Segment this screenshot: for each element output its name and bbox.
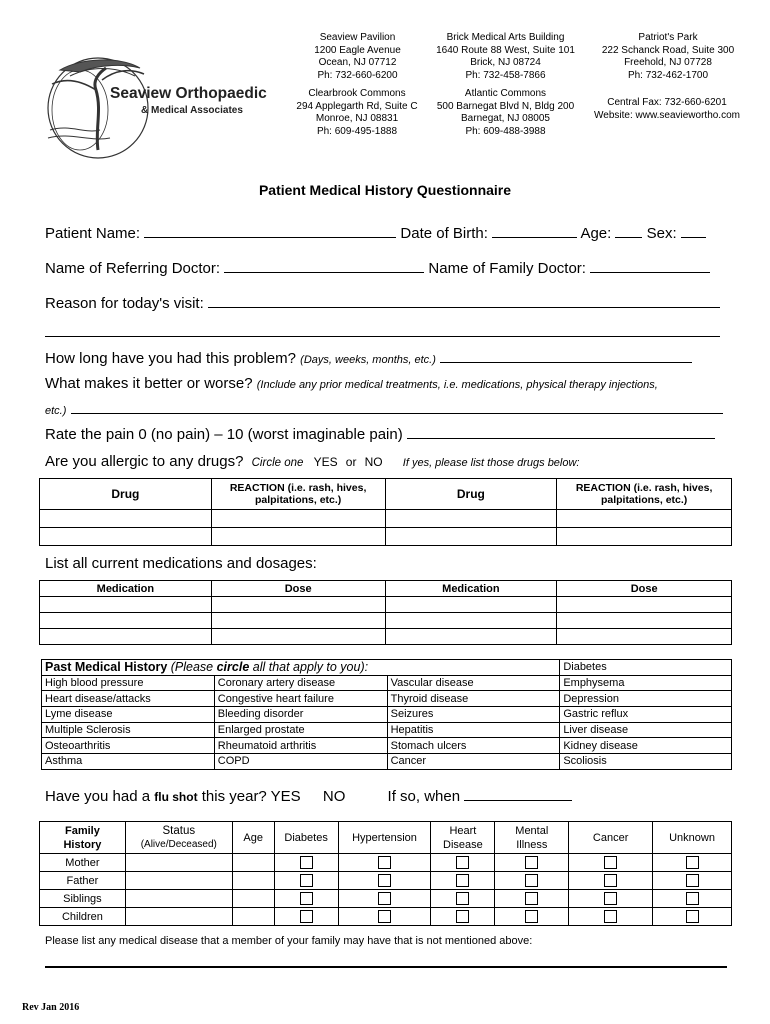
table-row	[40, 908, 732, 926]
table-row	[42, 691, 732, 707]
heart-disease-checkbox[interactable]	[456, 874, 469, 887]
pain-rating-row: Rate the pain 0 (no pain) – 10 (worst imaginable pain)	[45, 425, 715, 443]
medication-table	[39, 580, 732, 645]
pmh-item[interactable]: Bleeding disorder	[214, 707, 387, 723]
heart-disease-checkbox[interactable]	[456, 892, 469, 905]
mental-illness-checkbox[interactable]	[525, 892, 538, 905]
med-cell[interactable]	[211, 613, 385, 629]
family-history-header: Family History	[40, 822, 126, 854]
pmh-item[interactable]: Rheumatoid arthritis	[214, 738, 387, 754]
pmh-item[interactable]: Seizures	[387, 707, 560, 723]
family-note-field[interactable]	[45, 966, 727, 968]
location-seaview: Seaview Pavilion 1200 Eagle Avenue Ocean, NJ 07712 Ph: 732-660-6200	[314, 32, 401, 81]
table-row	[40, 510, 732, 528]
flu-date-field[interactable]	[464, 787, 572, 801]
medication-header: Medication	[40, 581, 212, 597]
table-row	[40, 528, 732, 546]
allergy-drug-header: Drug	[40, 479, 212, 510]
unknown-checkbox[interactable]	[686, 856, 699, 869]
practice-subname: & Medical Associates	[141, 105, 243, 116]
pmh-item[interactable]: Heart disease/attacks	[42, 691, 215, 707]
unknown-header: Unknown	[653, 822, 732, 854]
dose-header: Dose	[211, 581, 385, 597]
cancer-checkbox[interactable]	[604, 874, 617, 887]
heart-disease-header: Heart Disease	[431, 822, 495, 854]
reason-field[interactable]	[208, 294, 720, 308]
age-cell[interactable]	[232, 908, 274, 926]
pmh-item[interactable]: Diabetes	[560, 660, 732, 676]
location-atlantic: Atlantic Commons 500 Barnegat Blvd N, Bldg 200 Barnegat, NJ 08005 Ph: 609-488-3988	[436, 88, 575, 137]
diabetes-checkbox[interactable]	[300, 892, 313, 905]
flu-yes-option[interactable]: this year? YES	[197, 788, 301, 805]
med-cell[interactable]	[385, 629, 557, 645]
table-row	[40, 854, 732, 872]
unknown-checkbox[interactable]	[686, 892, 699, 905]
table-row	[40, 872, 732, 890]
pmh-item[interactable]: Congestive heart failure	[214, 691, 387, 707]
med-cell[interactable]	[211, 597, 385, 613]
pmh-item[interactable]: Stomach ulcers	[387, 738, 560, 754]
table-row	[42, 722, 732, 738]
allergy-drug-header: Drug	[385, 479, 557, 510]
unknown-checkbox[interactable]	[686, 874, 699, 887]
table-row	[42, 754, 732, 770]
page-title: Patient Medical History Questionnaire	[258, 182, 512, 198]
age-header: Age	[232, 822, 274, 854]
med-cell[interactable]	[385, 613, 557, 629]
med-cell[interactable]	[557, 613, 732, 629]
family-member-label: Children	[40, 908, 126, 926]
hypertension-checkbox[interactable]	[378, 910, 391, 923]
medication-header: Medication	[385, 581, 557, 597]
table-row	[40, 890, 732, 908]
med-cell[interactable]	[557, 597, 732, 613]
allergy-cell[interactable]	[557, 510, 732, 528]
cancer-checkbox[interactable]	[604, 910, 617, 923]
family-member-label: Father	[40, 872, 126, 890]
pmh-item[interactable]: COPD	[214, 754, 387, 770]
table-row	[40, 597, 732, 613]
allergy-reaction-header: REACTION (i.e. rash, hives, palpitations, etc.)	[211, 479, 385, 510]
table-row	[40, 629, 732, 645]
age-cell[interactable]	[232, 872, 274, 890]
family-member-label: Mother	[40, 854, 126, 872]
pmh-item[interactable]: Asthma	[42, 754, 215, 770]
med-cell[interactable]	[557, 629, 732, 645]
mental-illness-checkbox[interactable]	[525, 856, 538, 869]
hypertension-checkbox[interactable]	[378, 874, 391, 887]
pmh-item[interactable]: Osteoarthritis	[42, 738, 215, 754]
better-worse-field[interactable]	[71, 400, 723, 414]
age-cell[interactable]	[232, 890, 274, 908]
diabetes-checkbox[interactable]	[300, 856, 313, 869]
med-cell[interactable]	[40, 597, 212, 613]
website: Website: www.seaviewortho.com	[594, 109, 740, 121]
table-row	[42, 675, 732, 691]
dose-header: Dose	[557, 581, 732, 597]
how-long-field[interactable]	[440, 349, 692, 363]
pmh-item[interactable]: High blood pressure	[42, 675, 215, 691]
allergy-cell[interactable]	[385, 528, 557, 546]
pmh-item[interactable]: Multiple Sclerosis	[42, 722, 215, 738]
pmh-item[interactable]: Gastric reflux	[560, 707, 732, 723]
family-history-table	[39, 821, 732, 926]
mental-illness-checkbox[interactable]	[525, 874, 538, 887]
fax-number: Central Fax: 732-660-6201	[607, 97, 727, 108]
mental-illness-header: Mental Illness	[495, 822, 569, 854]
age-field[interactable]	[615, 224, 642, 238]
location-brick: Brick Medical Arts Building 1640 Route 88 West, Suite 101 Brick, NJ 08724 Ph: 732-458-7866	[436, 32, 575, 81]
pmh-item[interactable]: Scoliosis	[560, 754, 732, 770]
allergy-yes-option[interactable]: YES	[313, 455, 338, 469]
sex-field[interactable]	[681, 224, 706, 238]
how-long-row: How long have you had this problem? (Days, weeks, months, etc.)	[45, 349, 692, 367]
med-cell[interactable]	[211, 629, 385, 645]
pmh-item[interactable]: Hepatitis	[387, 722, 560, 738]
practice-name: Seaview Orthopaedic	[110, 85, 267, 102]
med-cell[interactable]	[385, 597, 557, 613]
pmh-item[interactable]: Emphysema	[560, 675, 732, 691]
cancer-checkbox[interactable]	[604, 856, 617, 869]
referring-doctor-field[interactable]	[224, 259, 424, 273]
heart-disease-checkbox[interactable]	[456, 856, 469, 869]
past-medical-history-table	[41, 659, 732, 770]
tree-logo-icon	[48, 58, 148, 158]
allergy-table	[39, 478, 732, 546]
med-cell[interactable]	[40, 629, 212, 645]
cancer-checkbox[interactable]	[604, 892, 617, 905]
diabetes-checkbox[interactable]	[300, 874, 313, 887]
pmh-heading: Past Medical History (Please circle all that apply to you):	[42, 660, 560, 676]
status-cell[interactable]	[125, 890, 232, 908]
pmh-item[interactable]: Lyme disease	[42, 707, 215, 723]
reason-field-line2[interactable]	[45, 336, 720, 337]
allergy-cell[interactable]	[211, 510, 385, 528]
status-cell[interactable]	[125, 872, 232, 890]
flu-no-option[interactable]: NO	[322, 788, 346, 805]
family-doctor-field[interactable]	[590, 259, 710, 273]
heart-disease-checkbox[interactable]	[456, 910, 469, 923]
pmh-item[interactable]: Vascular disease	[387, 675, 560, 691]
allergy-no-option[interactable]: NO	[364, 455, 383, 469]
cancer-header: Cancer	[569, 822, 653, 854]
flu-shot-row: Have you had a flu shot this year? YES NO If so, when	[45, 787, 572, 805]
table-row	[40, 613, 732, 629]
better-worse-row2: etc.)	[45, 400, 723, 418]
allergy-cell[interactable]	[385, 510, 557, 528]
med-cell[interactable]	[40, 613, 212, 629]
pmh-item[interactable]: Depression	[560, 691, 732, 707]
status-cell[interactable]	[125, 908, 232, 926]
table-row	[42, 738, 732, 754]
contact-info	[592, 97, 742, 122]
unknown-checkbox[interactable]	[686, 910, 699, 923]
allergy-cell[interactable]	[211, 528, 385, 546]
pmh-item[interactable]: Thyroid disease	[387, 691, 560, 707]
diabetes-checkbox[interactable]	[300, 910, 313, 923]
patient-name-field[interactable]	[144, 224, 396, 238]
diabetes-header: Diabetes	[274, 822, 338, 854]
pmh-item[interactable]: Liver disease	[560, 722, 732, 738]
better-worse-row: What makes it better or worse? (Include any prior medical treatments, i.e. medications, physical therapy injections,	[45, 375, 658, 392]
mental-illness-checkbox[interactable]	[525, 910, 538, 923]
pain-rating-field[interactable]	[407, 425, 715, 439]
hypertension-checkbox[interactable]	[378, 892, 391, 905]
allergy-row: Are you allergic to any drugs? Circle one YES or NO If yes, please list those drugs below:	[45, 453, 580, 470]
pmh-item[interactable]: Kidney disease	[560, 738, 732, 754]
hypertension-header: Hypertension	[338, 822, 431, 854]
family-member-label: Siblings	[40, 890, 126, 908]
practice-logo	[40, 50, 285, 160]
table-row	[42, 707, 732, 723]
status-cell[interactable]	[125, 854, 232, 872]
pmh-item[interactable]: Cancer	[387, 754, 560, 770]
meds-heading: List all current medications and dosages:	[45, 555, 317, 572]
pmh-item[interactable]: Coronary artery disease	[214, 675, 387, 691]
allergy-cell[interactable]	[557, 528, 732, 546]
pmh-item[interactable]: Enlarged prostate	[214, 722, 387, 738]
location-patriots-park: Patriot's Park 222 Schanck Road, Suite 300 Freehold, NJ 07728 Ph: 732-462-1700	[601, 32, 735, 81]
patient-info-row: Patient Name: Date of Birth: Age: Sex:	[45, 224, 706, 242]
dob-field[interactable]	[492, 224, 577, 238]
hypertension-checkbox[interactable]	[378, 856, 391, 869]
reason-row: Reason for today's visit:	[45, 294, 720, 312]
age-cell[interactable]	[232, 854, 274, 872]
doctor-row: Name of Referring Doctor: Name of Family Doctor:	[45, 259, 710, 277]
revision-label: Rev Jan 2016	[22, 1002, 80, 1013]
location-clearbrook: Clearbrook Commons 294 Applegarth Rd, Suite C Monroe, NJ 08831 Ph: 609-495-1888	[296, 88, 418, 137]
family-note: Please list any medical disease that a member of your family may have that is not mentioned above:	[45, 935, 533, 947]
status-header: Status (Alive/Deceased)	[125, 822, 232, 854]
allergy-cell[interactable]	[40, 510, 212, 528]
allergy-cell[interactable]	[40, 528, 212, 546]
allergy-reaction-header: REACTION (i.e. rash, hives, palpitations, etc.)	[557, 479, 732, 510]
